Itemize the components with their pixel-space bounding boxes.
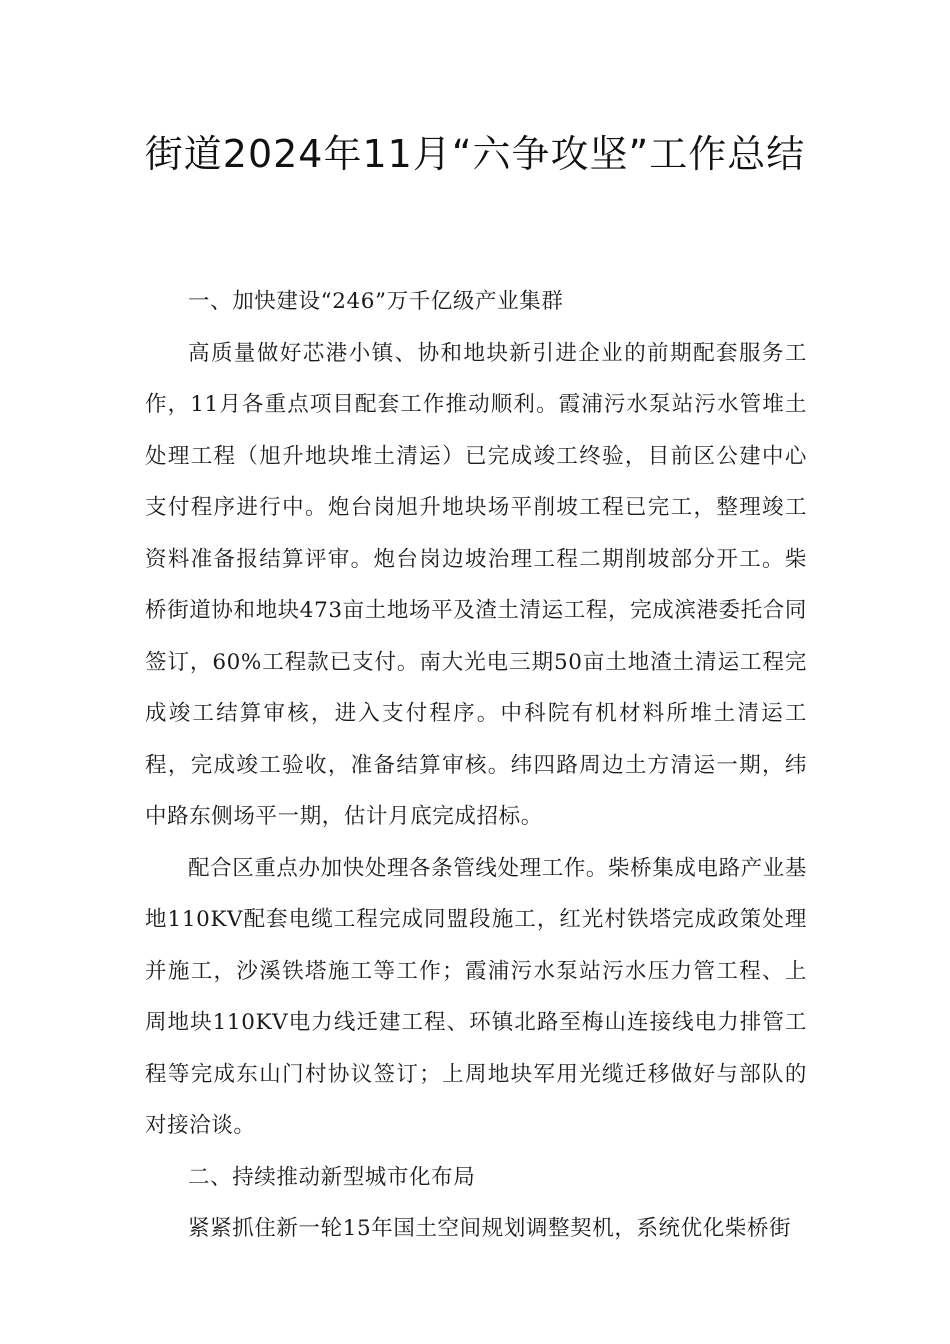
section-2-heading: 二、持续推动新型城市化布局 (188, 1164, 476, 1190)
section-1-paragraph-1: 高质量做好芯港小镇、协和地块新引进企业的前期配套服务工作，11月各重点项目配套工作推动顺利。霞浦污水泵站污水管堆土处理工程（旭升地块堆土清运）已完成竣工终验，目前区公建中心支付程序进行中。炮台岗旭升地块场平削坡工程已完工，整理竣工资料准备报结算评审。炮台岗边坡治理工程二期削坡部分开工。柴桥街道协和地块473亩土地场平及渣土清运工程，完成滨港委托合同签订，60%工程款已支付。南大光电三期50亩土地渣土清运工程完成竣工结算审核，进入支付程序。中科院有机材料所堆土清运工程，完成竣工验收，准备结算审核。纬四路周边土方清运一期，纬中路东侧场平一期，估计月底完成招标。 (145, 340, 807, 829)
document-body (145, 276, 807, 1255)
document-title: 街道2024年11月“六争攻坚”工作总结 (144, 132, 806, 176)
section-1-paragraph-2: 配合区重点办加快处理各条管线处理工作。柴桥集成电路产业基地110KV配套电缆工程完成同盟段施工，红光村铁塔完成政策处理并施工，沙溪铁塔施工等工作；霞浦污水泵站污水压力管工程、上周地块110KV电力线迁建工程、环镇北路至梅山连接线电力排管工程等完成东山门村协议签订；上周地块军用光缆迁移做好与部队的对接洽谈。 (145, 855, 807, 1138)
section-1-heading: 一、加快建设“246”万千亿级产业集群 (188, 289, 564, 314)
section-2-paragraph-1: 紧紧抓住新一轮15年国土空间规划调整契机，系统优化柴桥街 (188, 1216, 792, 1241)
